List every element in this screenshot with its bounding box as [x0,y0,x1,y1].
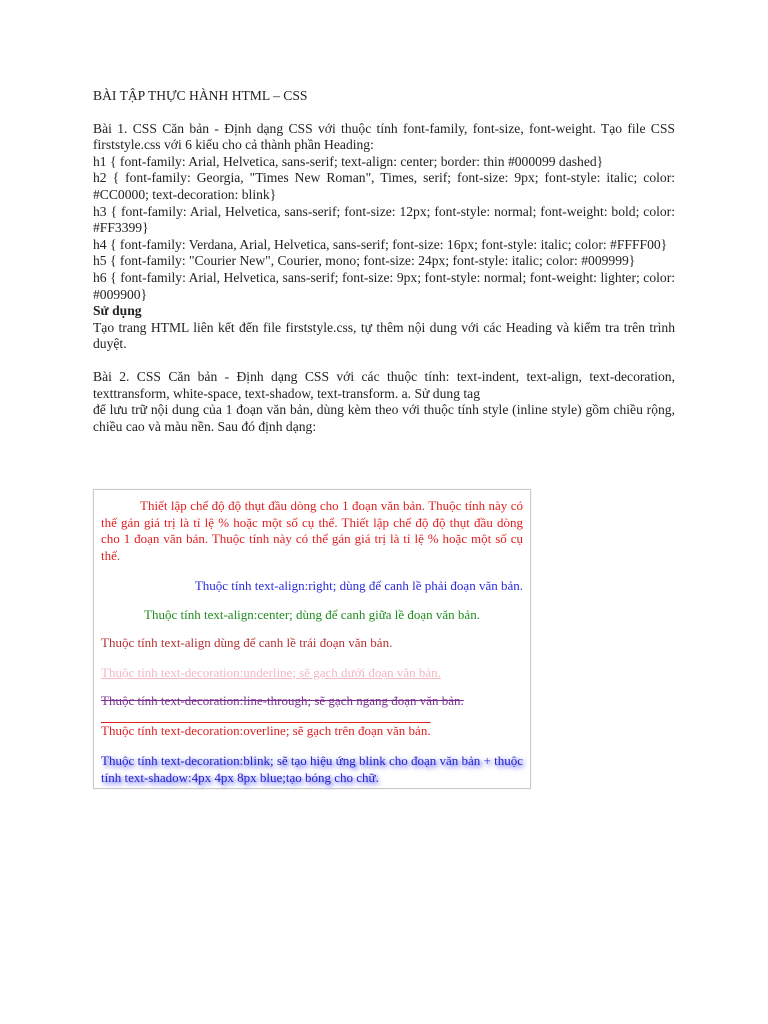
usage-text: Tạo trang HTML liên kết đến file firststyle.css, tự thêm nội dung với các Heading và kiểm tra trên trình duyệt. [93,319,675,352]
demo-overline: Thuộc tính text-decoration:overline; sẽ gạch trên đoạn văn bản. [101,722,431,738]
css-rule-h1: h1 { font-family: Arial, Helvetica, sans-serif; text-align: center; border: thin #000099 dashed} [93,153,604,169]
usage-heading: Sử dụng [93,303,142,319]
css-rule-h3: h3 { font-family: Arial, Helvetica, sans-serif; font-size: 12px; font-style: normal; font-weight: bold; color: #FF3399} [93,203,675,236]
demo-underline: Thuộc tính text-decoration:underline; sẽ gạch dưới đoạn văn bản. [101,664,441,680]
css-rule-h4: h4 { font-family: Verdana, Arial, Helvetica, sans-serif; font-size: 16px; font-style: italic; color: #FFFF00} [93,236,668,252]
demo-text-align-right: Thuộc tính text-align:right; dùng để canh lề phải đoạn văn bản. [194,578,523,593]
demo-text-indent: Thiết lập chế độ độ thụt đầu dòng cho 1 đoạn văn bản. Thuộc tính này có thể gán giá trị là tỉ lệ % hoặc một số cụ thể. Thiết lập chế độ độ thụt đầu dòng cho 1 đoạn văn bản. Thuộc tính này có thể gán giá trị là tỉ lệ % hoặc một số cụ thể. [101,498,523,563]
css-rule-h2: h2 { font-family: Georgia, "Times New Roman", Times, serif; font-size: 9px; font-style: italic; color: #CC0000; text-decoration: blink} [93,170,675,202]
demo-text-align-left: Thuộc tính text-align dùng để canh lề trái đoạn văn bản. [101,635,393,650]
exercise-2-intro-continued: để lưu trữ nội dung của 1 đoạn văn bản, dùng kèm theo với thuộc tính style (inline style) gồm chiều rộng, chiều cao và màu nền. Sau đó định dạng: [93,402,675,434]
css-demo-screenshot [93,489,531,789]
demo-text-align-center: Thuộc tính text-align:center; dùng để canh giữa lề đoạn văn bản. [144,606,480,622]
demo-blink-shadow: Thuộc tính text-decoration:blink; sẽ tạo hiệu ứng blink cho đoạn văn bản + thuộc tính text-shadow:4px 4px 8px blue;tạo bóng cho chữ. [101,753,523,785]
demo-line-through: Thuộc tính text-decoration:line-through; sẽ gạch ngang đoạn văn bản. [101,693,464,708]
exercise-1-intro: Bài 1. CSS Căn bản - Định dạng CSS với thuộc tính font-family, font-size, font-weight. Tạo file CSS firststyle.css với 6 kiểu cho cả thành phần Heading: [93,120,675,153]
exercise-2-intro: Bài 2. CSS Căn bản - Định dạng CSS với các thuộc tính: text-indent, text-align, text-decoration, texttransform, white-space, text-shadow, text-transform. a. Sử dung tag [93,368,675,401]
document-page [93,84,675,435]
css-rule-h6: h6 { font-family: Arial, Helvetica, sans-serif; font-size: 9px; font-style: normal; font-weight: lighter; color: #009900} [93,269,675,302]
css-rule-h5: h5 { font-family: "Courier New", Courier, mono; font-size: 24px; font-style: italic; color: #009999} [93,253,636,269]
document-title: BÀI TẬP THỰC HÀNH HTML – CSS [93,88,308,103]
